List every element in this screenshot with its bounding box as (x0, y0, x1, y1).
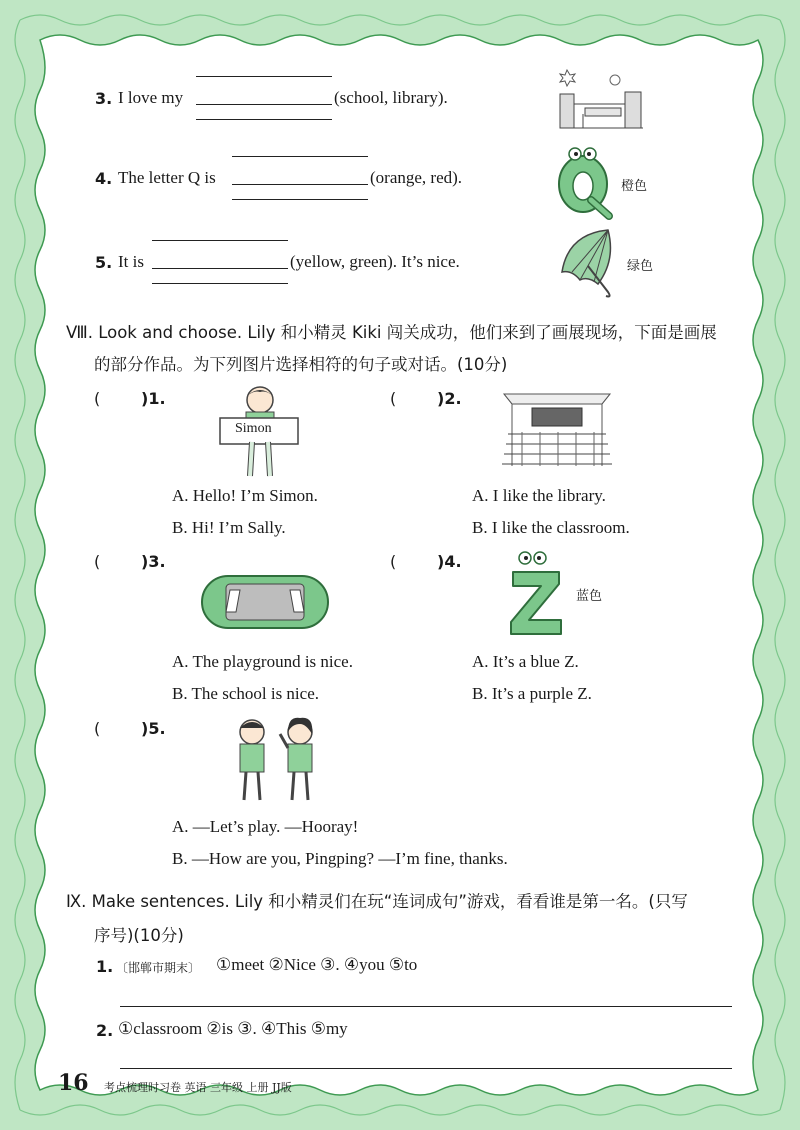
answer-line-bottom (232, 199, 368, 200)
item-number: )4. (437, 552, 462, 571)
option-a[interactable]: A. The playground is nice. (172, 652, 353, 671)
question-number: 5. (95, 253, 113, 272)
option-a[interactable]: A. —Let’s play. —Hooray! (172, 817, 359, 836)
option-b[interactable]: B. It’s a purple Z. (472, 684, 592, 703)
question-number: 1. (96, 957, 114, 976)
question-options: (orange, red). (370, 168, 463, 187)
section-8-heading-cont: 的部分作品。为下列图片选择相符的句子或对话。(10分) (94, 355, 508, 374)
question-prefix: The letter Q is (118, 168, 216, 187)
item-number: )5. (141, 719, 166, 738)
option-a[interactable]: A. I like the library. (472, 486, 606, 505)
item-number: )2. (437, 389, 462, 408)
option-b[interactable]: B. —How are you, Pingping? —I’m fine, thanks. (172, 849, 508, 868)
item-number: )1. (141, 389, 166, 408)
answer-line-top (232, 156, 368, 157)
answer-paren-open[interactable]: ( (390, 552, 397, 571)
answer-line-top (152, 240, 288, 241)
playground-picture (200, 572, 330, 632)
umbrella-picture (558, 226, 624, 300)
letter-q-picture (553, 142, 617, 220)
question-number: 4. (95, 169, 113, 188)
classroom-picture (502, 392, 612, 468)
letter-z-picture (507, 548, 567, 638)
item-number: )3. (141, 552, 166, 571)
answer-paren-open[interactable]: ( (94, 719, 101, 738)
answer-line-bottom (196, 119, 332, 120)
answer-paren-open[interactable]: ( (390, 389, 397, 408)
two-kids-picture (228, 716, 328, 802)
color-hint: 橙色 (621, 179, 648, 194)
option-b[interactable]: B. The school is nice. (172, 684, 319, 703)
source-tag: 〔邯郸市期末〕 (116, 961, 201, 975)
question-options: (yellow, green). It’s nice. (290, 252, 460, 271)
answer-paren-open[interactable]: ( (94, 552, 101, 571)
answer-line[interactable] (232, 184, 368, 185)
section-8-heading: Ⅷ. Look and choose. Lily 和小精灵 Kiki 闯关成功，他们来到了画展现场，下面是画展 (66, 323, 717, 342)
word-list: ①meet ②Nice ③. ④you ⑤to (216, 955, 418, 974)
question-number: 2. (96, 1021, 114, 1040)
section-9-heading-cont: 序号)(10分) (94, 926, 184, 945)
answer-line[interactable] (152, 268, 288, 269)
word-list: ①classroom ②is ③. ④This ⑤my (118, 1019, 348, 1038)
answer-line-top (196, 76, 332, 77)
answer-line-bottom (152, 283, 288, 284)
question-number: 3. (95, 89, 113, 108)
color-hint: 绿色 (627, 259, 654, 274)
page-number: 16 (58, 1070, 89, 1096)
footer-text: 考点梳理时习卷 英语 三年级 上册 JJ版 (104, 1081, 292, 1094)
school-picture (555, 62, 647, 134)
question-prefix: I love my (118, 88, 184, 107)
answer-line[interactable] (196, 104, 332, 105)
simon-sign-text: Simon (235, 421, 272, 436)
option-a[interactable]: A. It’s a blue Z. (472, 652, 579, 671)
answer-line[interactable] (120, 1068, 732, 1069)
option-b[interactable]: B. Hi! I’m Sally. (172, 518, 286, 537)
section-9-heading: Ⅸ. Make sentences. Lily 和小精灵们在玩“连词成句”游戏，看看谁是第一名。(只写 (66, 892, 688, 911)
question-prefix: It is (118, 252, 144, 271)
answer-line[interactable] (120, 1006, 732, 1007)
answer-paren-open[interactable]: ( (94, 389, 101, 408)
option-b[interactable]: B. I like the classroom. (472, 518, 630, 537)
question-options: (school, library). (334, 88, 448, 107)
option-a[interactable]: A. Hello! I’m Simon. (172, 486, 318, 505)
color-hint: 蓝色 (576, 589, 603, 604)
